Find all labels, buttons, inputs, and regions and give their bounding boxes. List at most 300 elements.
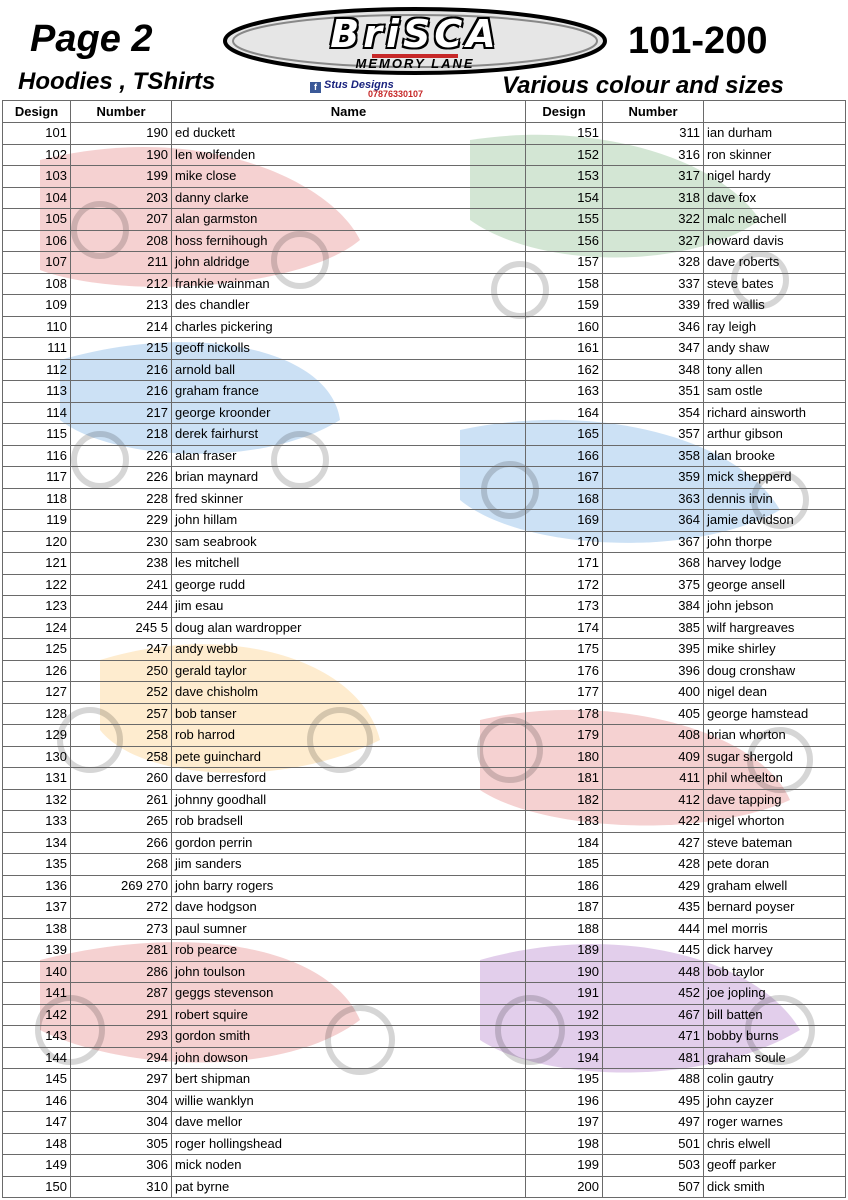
name-cell: pete doran (704, 854, 846, 876)
name-cell: richard ainsworth (704, 402, 846, 424)
table-row (3, 940, 846, 962)
name-cell: gordon perrin (172, 832, 526, 854)
design-cell: 165 (526, 424, 603, 446)
design-cell: 142 (3, 1004, 71, 1026)
name-cell: bob taylor (704, 961, 846, 983)
design-cell: 193 (526, 1026, 603, 1048)
name-cell: dave fox (704, 187, 846, 209)
table-row (3, 897, 846, 919)
table-row (3, 1090, 846, 1112)
name-cell: nigel hardy (704, 166, 846, 188)
table-row (3, 553, 846, 575)
number-cell: 245 5 (71, 617, 172, 639)
table-row (3, 316, 846, 338)
number-cell: 297 (71, 1069, 172, 1091)
name-cell: john aldridge (172, 252, 526, 274)
number-cell: 311 (603, 123, 704, 145)
design-cell: 136 (3, 875, 71, 897)
number-cell: 226 (71, 445, 172, 467)
number-cell: 364 (603, 510, 704, 532)
number-cell: 507 (603, 1176, 704, 1198)
design-cell: 115 (3, 424, 71, 446)
number-cell: 481 (603, 1047, 704, 1069)
number-cell: 228 (71, 488, 172, 510)
name-cell: sugar shergold (704, 746, 846, 768)
number-cell: 273 (71, 918, 172, 940)
design-cell: 143 (3, 1026, 71, 1048)
design-cell: 105 (3, 209, 71, 231)
table-row (3, 252, 846, 274)
table-row (3, 1112, 846, 1134)
name-cell: dave berresford (172, 768, 526, 790)
name-cell: joe jopling (704, 983, 846, 1005)
name-cell: brian whorton (704, 725, 846, 747)
design-cell: 188 (526, 918, 603, 940)
number-cell: 471 (603, 1026, 704, 1048)
name-cell: john thorpe (704, 531, 846, 553)
name-cell: dick smith (704, 1176, 846, 1198)
name-cell: arthur gibson (704, 424, 846, 446)
name-cell: doug cronshaw (704, 660, 846, 682)
design-cell: 135 (3, 854, 71, 876)
design-cell: 169 (526, 510, 603, 532)
name-cell: john toulson (172, 961, 526, 983)
number-cell: 293 (71, 1026, 172, 1048)
name-cell: dave mellor (172, 1112, 526, 1134)
number-cell: 252 (71, 682, 172, 704)
number-header-right: Number (603, 101, 704, 123)
table-row (3, 445, 846, 467)
design-cell: 132 (3, 789, 71, 811)
designer-phone: 07876330107 (368, 89, 424, 99)
table-row (3, 574, 846, 596)
design-cell: 176 (526, 660, 603, 682)
number-cell: 226 (71, 467, 172, 489)
name-cell: dave roberts (704, 252, 846, 274)
name-cell: nigel whorton (704, 811, 846, 833)
number-cell: 250 (71, 660, 172, 682)
design-cell: 168 (526, 488, 603, 510)
design-cell: 123 (3, 596, 71, 618)
design-cell: 107 (3, 252, 71, 274)
design-cell: 195 (526, 1069, 603, 1091)
table-row (3, 725, 846, 747)
name-cell: john jebson (704, 596, 846, 618)
name-cell: alan brooke (704, 445, 846, 467)
number-cell: 287 (71, 983, 172, 1005)
design-cell: 149 (3, 1155, 71, 1177)
designs-table (2, 100, 846, 1198)
design-cell: 130 (3, 746, 71, 768)
number-cell: 306 (71, 1155, 172, 1177)
number-cell: 358 (603, 445, 704, 467)
number-cell: 318 (603, 187, 704, 209)
name-cell: sam ostle (704, 381, 846, 403)
table-row (3, 875, 846, 897)
name-cell: mick shepperd (704, 467, 846, 489)
table-row (3, 531, 846, 553)
name-cell: bill batten (704, 1004, 846, 1026)
number-cell: 316 (603, 144, 704, 166)
name-cell: doug alan wardropper (172, 617, 526, 639)
number-cell: 408 (603, 725, 704, 747)
name-cell: robert squire (172, 1004, 526, 1026)
name-cell: graham france (172, 381, 526, 403)
number-cell: 212 (71, 273, 172, 295)
design-cell: 150 (3, 1176, 71, 1198)
name-cell: jamie davidson (704, 510, 846, 532)
design-cell: 121 (3, 553, 71, 575)
name-cell: charles pickering (172, 316, 526, 338)
name-cell: george ansell (704, 574, 846, 596)
name-cell: dave hodgson (172, 897, 526, 919)
design-cell: 160 (526, 316, 603, 338)
design-cell: 129 (3, 725, 71, 747)
design-cell: 111 (3, 338, 71, 360)
number-cell: 190 (71, 144, 172, 166)
name-cell: jim sanders (172, 854, 526, 876)
design-cell: 125 (3, 639, 71, 661)
number-cell: 229 (71, 510, 172, 532)
name-cell: rob bradsell (172, 811, 526, 833)
design-cell: 118 (3, 488, 71, 510)
design-cell: 141 (3, 983, 71, 1005)
name-cell: bernard poyser (704, 897, 846, 919)
design-cell: 113 (3, 381, 71, 403)
name-cell: phil wheelton (704, 768, 846, 790)
number-cell: 203 (71, 187, 172, 209)
number-cell: 238 (71, 553, 172, 575)
design-cell: 117 (3, 467, 71, 489)
design-cell: 156 (526, 230, 603, 252)
name-cell: des chandler (172, 295, 526, 317)
number-cell: 272 (71, 897, 172, 919)
variety-text: Various colour and sizes (502, 72, 784, 99)
design-cell: 174 (526, 617, 603, 639)
number-cell: 208 (71, 230, 172, 252)
design-cell: 179 (526, 725, 603, 747)
design-cell: 106 (3, 230, 71, 252)
table-row (3, 682, 846, 704)
table-row (3, 746, 846, 768)
name-cell: dennis irvin (704, 488, 846, 510)
table-row (3, 596, 846, 618)
number-cell: 435 (603, 897, 704, 919)
number-cell: 497 (603, 1112, 704, 1134)
design-cell: 194 (526, 1047, 603, 1069)
name-cell: hoss fernihough (172, 230, 526, 252)
table-row (3, 144, 846, 166)
design-cell: 185 (526, 854, 603, 876)
number-cell: 199 (71, 166, 172, 188)
number-cell: 367 (603, 531, 704, 553)
table-row (3, 983, 846, 1005)
design-cell: 119 (3, 510, 71, 532)
number-cell: 213 (71, 295, 172, 317)
name-cell: ray leigh (704, 316, 846, 338)
table-row (3, 123, 846, 145)
number-cell: 310 (71, 1176, 172, 1198)
number-cell: 230 (71, 531, 172, 553)
number-cell: 395 (603, 639, 704, 661)
name-cell: george hamstead (704, 703, 846, 725)
number-cell: 260 (71, 768, 172, 790)
table-row (3, 1004, 846, 1026)
name-cell: roger warnes (704, 1112, 846, 1134)
number-cell: 448 (603, 961, 704, 983)
name-header: Name (172, 101, 526, 123)
design-cell: 145 (3, 1069, 71, 1091)
design-cell: 170 (526, 531, 603, 553)
design-cell: 198 (526, 1133, 603, 1155)
number-cell: 495 (603, 1090, 704, 1112)
number-cell: 347 (603, 338, 704, 360)
table-row (3, 402, 846, 424)
name-cell: pat byrne (172, 1176, 526, 1198)
name-cell: len wolfenden (172, 144, 526, 166)
design-cell: 102 (3, 144, 71, 166)
number-cell: 327 (603, 230, 704, 252)
name-cell: bob tanser (172, 703, 526, 725)
name-cell: george kroonder (172, 402, 526, 424)
table-row (3, 166, 846, 188)
design-cell: 189 (526, 940, 603, 962)
name-cell: alan fraser (172, 445, 526, 467)
name-cell: roger hollingshead (172, 1133, 526, 1155)
design-cell: 177 (526, 682, 603, 704)
design-cell: 158 (526, 273, 603, 295)
design-cell: 101 (3, 123, 71, 145)
table-row (3, 381, 846, 403)
design-cell: 173 (526, 596, 603, 618)
design-cell: 180 (526, 746, 603, 768)
design-cell: 126 (3, 660, 71, 682)
number-cell: 375 (603, 574, 704, 596)
number-cell: 241 (71, 574, 172, 596)
number-cell: 467 (603, 1004, 704, 1026)
table-row (3, 617, 846, 639)
number-cell: 269 270 (71, 875, 172, 897)
design-cell: 108 (3, 273, 71, 295)
name-cell: brian maynard (172, 467, 526, 489)
name-cell: graham soule (704, 1047, 846, 1069)
name-cell: mel morris (704, 918, 846, 940)
design-cell: 124 (3, 617, 71, 639)
number-cell: 427 (603, 832, 704, 854)
design-cell: 110 (3, 316, 71, 338)
table-row (3, 703, 846, 725)
name-cell: steve bateman (704, 832, 846, 854)
design-cell: 138 (3, 918, 71, 940)
design-cell: 157 (526, 252, 603, 274)
name-cell: gordon smith (172, 1026, 526, 1048)
table-row (3, 832, 846, 854)
name-cell: johnny goodhall (172, 789, 526, 811)
number-cell: 265 (71, 811, 172, 833)
table-row (3, 1176, 846, 1198)
designer-credit (310, 80, 480, 98)
design-cell: 166 (526, 445, 603, 467)
name-cell: bobby burns (704, 1026, 846, 1048)
name-cell: dave tapping (704, 789, 846, 811)
design-cell: 163 (526, 381, 603, 403)
table-row (3, 424, 846, 446)
table-row (3, 230, 846, 252)
logo-subtitle: MEMORY LANE (355, 56, 475, 71)
name-cell: chris elwell (704, 1133, 846, 1155)
table-row (3, 854, 846, 876)
name-cell: mike shirley (704, 639, 846, 661)
number-cell: 258 (71, 725, 172, 747)
design-cell: 109 (3, 295, 71, 317)
number-cell: 218 (71, 424, 172, 446)
design-cell: 182 (526, 789, 603, 811)
design-cell: 139 (3, 940, 71, 962)
design-cell: 114 (3, 402, 71, 424)
number-cell: 244 (71, 596, 172, 618)
design-cell: 192 (526, 1004, 603, 1026)
number-cell: 337 (603, 273, 704, 295)
design-cell: 103 (3, 166, 71, 188)
name-cell: wilf hargreaves (704, 617, 846, 639)
design-cell: 128 (3, 703, 71, 725)
table-row (3, 209, 846, 231)
number-cell: 346 (603, 316, 704, 338)
name-cell: john cayzer (704, 1090, 846, 1112)
number-cell: 214 (71, 316, 172, 338)
number-cell: 503 (603, 1155, 704, 1177)
page-title: Page 2 (30, 18, 153, 60)
name-cell: ron skinner (704, 144, 846, 166)
table-row (3, 1047, 846, 1069)
name-cell: howard davis (704, 230, 846, 252)
design-cell: 147 (3, 1112, 71, 1134)
number-cell: 291 (71, 1004, 172, 1026)
design-cell: 120 (3, 531, 71, 553)
name-cell: rob pearce (172, 940, 526, 962)
number-cell: 428 (603, 854, 704, 876)
name-cell: malc neachell (704, 209, 846, 231)
number-cell: 357 (603, 424, 704, 446)
design-cell: 164 (526, 402, 603, 424)
design-cell: 127 (3, 682, 71, 704)
number-cell: 385 (603, 617, 704, 639)
number-cell: 409 (603, 746, 704, 768)
number-cell: 304 (71, 1112, 172, 1134)
number-cell: 211 (71, 252, 172, 274)
number-cell: 445 (603, 940, 704, 962)
number-cell: 207 (71, 209, 172, 231)
number-cell: 268 (71, 854, 172, 876)
name-cell: mike close (172, 166, 526, 188)
name-cell: pete guinchard (172, 746, 526, 768)
design-cell: 167 (526, 467, 603, 489)
table-row (3, 295, 846, 317)
design-cell: 151 (526, 123, 603, 145)
design-cell: 186 (526, 875, 603, 897)
name-cell: geggs stevenson (172, 983, 526, 1005)
name-cell: arnold ball (172, 359, 526, 381)
number-cell: 429 (603, 875, 704, 897)
name-cell: andy webb (172, 639, 526, 661)
name-cell: john hillam (172, 510, 526, 532)
name-cell: willie wanklyn (172, 1090, 526, 1112)
design-cell: 200 (526, 1176, 603, 1198)
table-row (3, 660, 846, 682)
table-row (3, 1069, 846, 1091)
name-cell: dave chisholm (172, 682, 526, 704)
design-header: Design (3, 101, 71, 123)
name-cell: harvey lodge (704, 553, 846, 575)
logo-wordmark: BriSCA (330, 12, 500, 56)
number-cell: 258 (71, 746, 172, 768)
design-cell: 153 (526, 166, 603, 188)
table-row (3, 1133, 846, 1155)
name-cell: geoff parker (704, 1155, 846, 1177)
table-row (3, 467, 846, 489)
page-header (0, 0, 848, 100)
name-cell: mick noden (172, 1155, 526, 1177)
number-cell: 368 (603, 553, 704, 575)
number-cell: 411 (603, 768, 704, 790)
table-row (3, 488, 846, 510)
design-cell: 191 (526, 983, 603, 1005)
name-cell: graham elwell (704, 875, 846, 897)
number-cell: 261 (71, 789, 172, 811)
design-cell: 171 (526, 553, 603, 575)
number-cell: 348 (603, 359, 704, 381)
name-cell: paul sumner (172, 918, 526, 940)
number-cell: 216 (71, 381, 172, 403)
name-cell: gerald taylor (172, 660, 526, 682)
name-cell: tony allen (704, 359, 846, 381)
design-cell: 159 (526, 295, 603, 317)
design-cell: 154 (526, 187, 603, 209)
name-cell: frankie wainman (172, 273, 526, 295)
number-cell: 216 (71, 359, 172, 381)
name-cell: andy shaw (704, 338, 846, 360)
number-cell: 422 (603, 811, 704, 833)
design-cell: 112 (3, 359, 71, 381)
table-row (3, 768, 846, 790)
table-row (3, 359, 846, 381)
name-cell: nigel dean (704, 682, 846, 704)
number-cell: 351 (603, 381, 704, 403)
name-cell: ian durham (704, 123, 846, 145)
table-row (3, 639, 846, 661)
name-cell: sam seabrook (172, 531, 526, 553)
number-cell: 328 (603, 252, 704, 274)
table-body (3, 123, 846, 1198)
design-cell: 196 (526, 1090, 603, 1112)
number-cell: 405 (603, 703, 704, 725)
design-cell: 181 (526, 768, 603, 790)
design-cell: 172 (526, 574, 603, 596)
brisca-logo (222, 6, 608, 76)
name-cell: fred skinner (172, 488, 526, 510)
name-cell: ed duckett (172, 123, 526, 145)
table-row (3, 273, 846, 295)
design-cell: 183 (526, 811, 603, 833)
name-cell: george rudd (172, 574, 526, 596)
number-cell: 396 (603, 660, 704, 682)
table-row (3, 961, 846, 983)
number-cell: 305 (71, 1133, 172, 1155)
design-cell: 155 (526, 209, 603, 231)
name-header-right (704, 101, 846, 123)
design-cell: 197 (526, 1112, 603, 1134)
name-cell: les mitchell (172, 553, 526, 575)
